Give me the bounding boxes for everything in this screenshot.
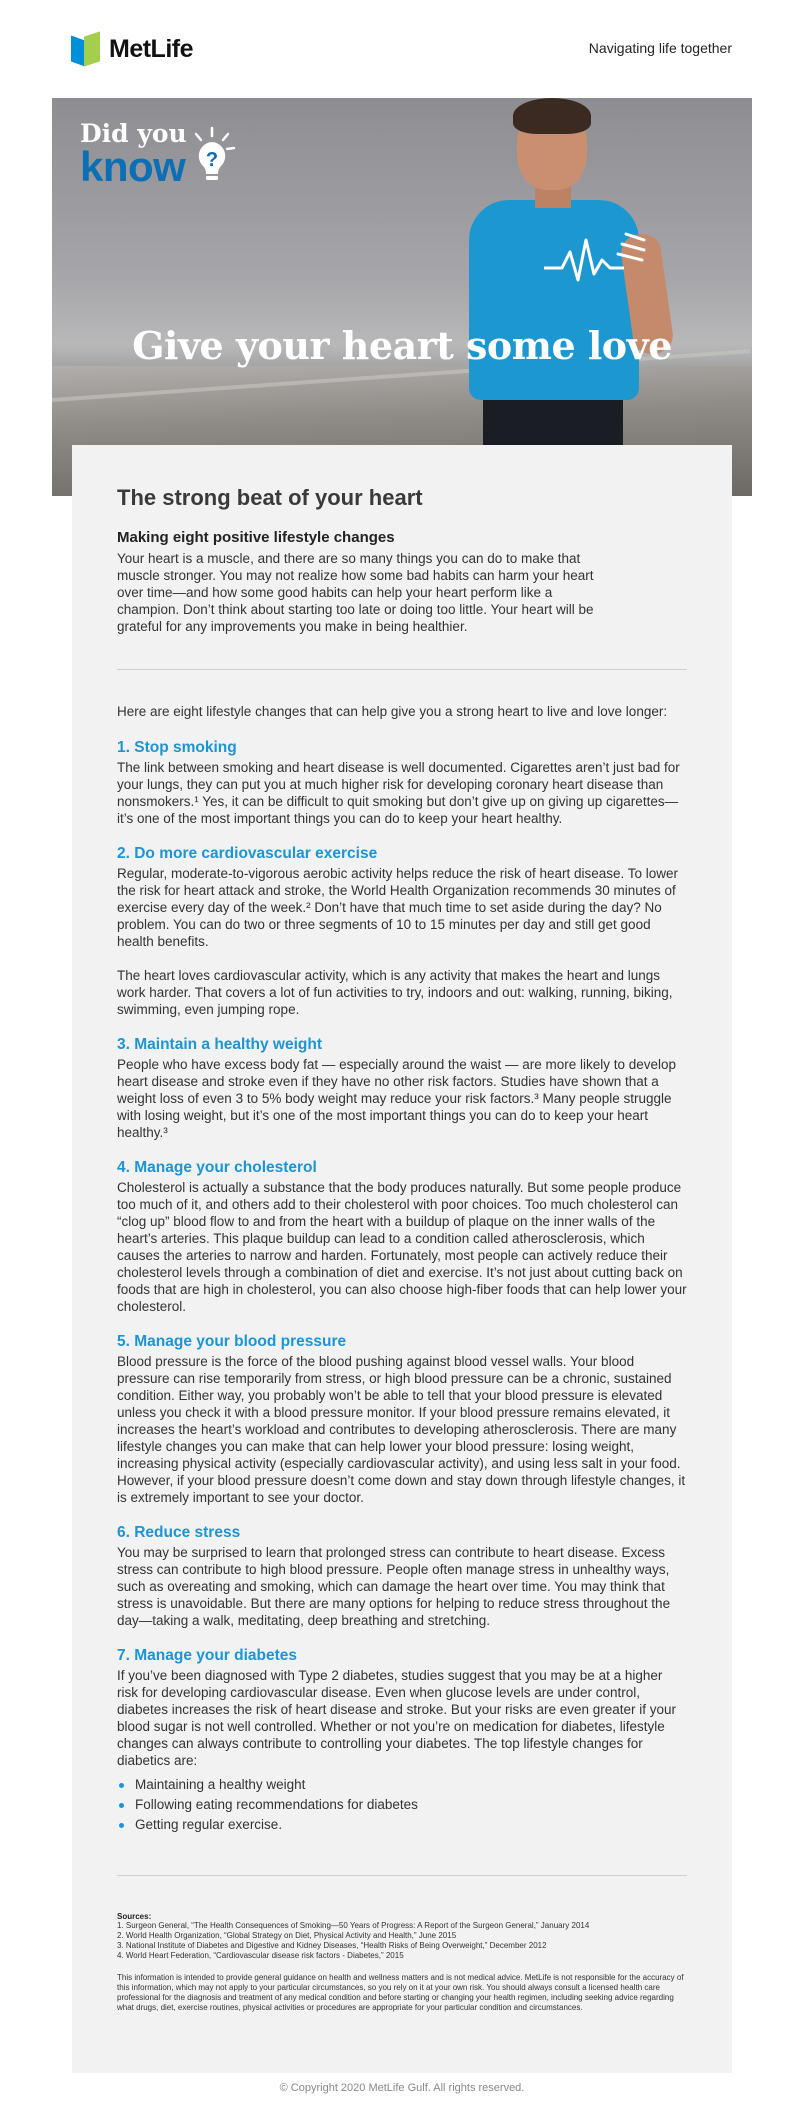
section-paragraph: If you’ve been diagnosed with Type 2 diabetes, studies suggest that you may be at a higher risk for developing cardiovascular disease. Even when glucose levels are under control, diabetes increases the risk of heart disease and stroke. But your risks are even greater if your blood sugar is not well controlled. Whether or not you’re on medication for diabetes, lifestyle changes can always contribute to controlling your diabetes. The top lifestyle changes for diabetics are: [117, 1668, 677, 1768]
bullet-icon [119, 1783, 124, 1788]
source-item: 1. Surgeon General, “The Health Consequences of Smoking—50 Years of Progress: A Report of the Surgeon General,” January 2014 [117, 1921, 590, 1930]
source-item: 2. World Health Organization, “Global Strategy on Diet, Physical Activity and Health,” June 2015 [117, 1931, 457, 1940]
lightbulb-question-icon [190, 126, 236, 190]
email-header [0, 0, 804, 98]
section-cardio-exercise [117, 845, 687, 1018]
section-title: 4. Manage your cholesterol [117, 1159, 317, 1176]
diabetes-list [117, 1775, 687, 1835]
section-title: 5. Manage your blood pressure [117, 1333, 347, 1350]
runner-illustration [447, 104, 707, 496]
section-paragraph: Blood pressure is the force of the blood pushing against blood vessel walls. Your blood pressure can rise temporarily from stress, or high blood pressure can be a chronic, sustained condition. Either way, you probably won’t be able to tell that your blood pressure is elevated unless you check it with a blood pressure monitor. If your blood pressure remains elevated, it increases the heart’s workload and contributes to developing atherosclerosis. There are many lifestyle changes you can make that can help lower your blood pressure: losing weight, increasing physical activity (especially cardiovascular activity), and using less salt in your food. However, if your blood pressure doesn’t come down and stay down through lifestyle changes, it is extremely important to see your doctor. [117, 1354, 686, 1505]
bullet-icon [119, 1803, 124, 1808]
hero-banner [52, 98, 752, 496]
section-paragraph: The heart loves cardiovascular activity, which is any activity that makes the heart and lungs work harder. That covers a lot of fun activities to try, indoors and out: walking, running, biking, swimming, even jumping rope. [117, 968, 673, 1017]
section-paragraph: You may be surprised to learn that prolonged stress can contribute to heart disease. Excess stress can contribute to high blood pressure. People often manage stress in unhealthy ways, such as overeating and smoking, which can damage the heart over time. You may think that stress is unavoidable. But there are many options for helping to reduce stress throughout the day—taking a walk, meditating, deep breathing and stretching. [117, 1545, 671, 1628]
section-diabetes [117, 1647, 687, 1835]
heartbeat-icon [540, 216, 650, 296]
section-cholesterol [117, 1159, 687, 1315]
svg-text:?: ? [205, 149, 219, 171]
section-title: 3. Maintain a healthy weight [117, 1036, 322, 1053]
know-text: know [80, 143, 186, 190]
section-stop-smoking [117, 739, 687, 827]
source-item: 4. World Heart Federation, “Cardiovascular disease risk factors - Diabetes,” 2015 [117, 1951, 404, 1960]
copyright-footer: © Copyright 2020 MetLife Gulf. All rights reserved. [279, 2082, 525, 2094]
list-item: Getting regular exercise. [117, 1815, 687, 1835]
did-you-know-badge [80, 119, 187, 190]
article-card [72, 445, 732, 2073]
sources [117, 1912, 687, 2013]
divider [117, 1875, 687, 1876]
section-title: 7. Manage your diabetes [117, 1647, 298, 1664]
brand-name: MetLife [109, 34, 193, 63]
section-title: 1. Stop smoking [117, 739, 237, 756]
disclaimer: This information is intended to provide general guidance on health and wellness matters and is not medical advice. MetLife is not responsible for the accuracy of this information, which may not apply to your particular circumstances, so you rely on it at your own risk. You should always consult a licensed health care professional for the diagnosis and treatment of any medical condition and before starting or changing your health regimen, including seeking advice regarding what drugs, diet, exercise routines, physical activities or procedures are appropriate for your particular condition and circumstances. [117, 1973, 684, 2012]
list-item: Maintaining a healthy weight [117, 1775, 687, 1795]
article-subtitle: Making eight positive lifestyle changes [117, 529, 395, 546]
intro-paragraph: Your heart is a muscle, and there are so many things you can do to make that muscle stronger. You may not realize how some bad habits can harm your heart over time—and how some good habits can help your heart perform like a champion. Don’t think about starting too late or doing too little. Your heart will be grateful for any improvements you make in being healthier. [117, 551, 594, 634]
article-title: The strong beat of your heart [117, 485, 423, 510]
divider [117, 669, 687, 670]
list-item: Following eating recommendations for diabetes [117, 1795, 687, 1815]
section-paragraph: People who have excess body fat — especially around the waist — are more likely to develop heart disease and stroke even if they have no other risk factors. Studies have shown that a weight loss of even 3 to 5% body weight may reduce your risk factors.³ Many people struggle with losing weight, but it’s one of the most important things you can do to keep your heart healthy.³ [117, 1057, 677, 1140]
section-title: 2. Do more cardiovascular exercise [117, 845, 378, 862]
metlife-logo[interactable] [71, 34, 193, 64]
did-you-text: Did you [80, 119, 187, 148]
lead-paragraph: Here are eight lifestyle changes that can help give you a strong heart to live and love longer: [117, 704, 668, 719]
section-paragraph: Regular, moderate-to-vigorous aerobic activity helps reduce the risk of heart disease. To lower the risk for heart attack and stroke, the World Health Organization recommends 30 minutes of exercise every day of the week.² Don’t have that much time to set aside during the day? No problem. You can do two or three segments of 10 to 15 minutes per day and still get good health benefits. [117, 866, 679, 949]
section-healthy-weight [117, 1036, 687, 1141]
section-paragraph: Cholesterol is actually a substance that the body produces naturally. But some people produce too much of it, and others add to their cholesterol with poor choices. Too much cholesterol can “clog up” blood flow to and from the heart with a buildup of plaque on the inner walls of the heart’s arteries. This plaque buildup can lead to a condition called atherosclerosis, which causes the arteries to narrow and harden. Fortunately, most people can actively reduce their cholesterol levels through a combination of diet and exercise. It’s not just about cutting back on foods that are high in cholesterol, you can also choose high-fiber foods that can help lower your cholesterol. [117, 1180, 687, 1314]
section-paragraph: The link between smoking and heart disease is well documented. Cigarettes aren’t just bad for your lungs, they can put you at much higher risk for developing coronary heart disease than nonsmokers.¹ Yes, it can be difficult to quit smoking but don’t give up on giving up cigarettes—it’s one of the most important things you can do to keep your heart healthy. [117, 760, 680, 826]
article-content [117, 485, 687, 2013]
section-title: 6. Reduce stress [117, 1524, 241, 1541]
sources-title: Sources: [117, 1912, 152, 1921]
section-blood-pressure [117, 1333, 687, 1506]
source-item: 3. National Institute of Diabetes and Digestive and Kidney Diseases, “Health Risks of Being Overweight,” December 2012 [117, 1941, 547, 1950]
tagline: Navigating life together [588, 40, 732, 56]
metlife-logo-icon [71, 34, 101, 64]
bullet-icon [119, 1823, 124, 1828]
section-reduce-stress [117, 1524, 687, 1629]
hero-title: Give your heart some love [132, 323, 672, 368]
